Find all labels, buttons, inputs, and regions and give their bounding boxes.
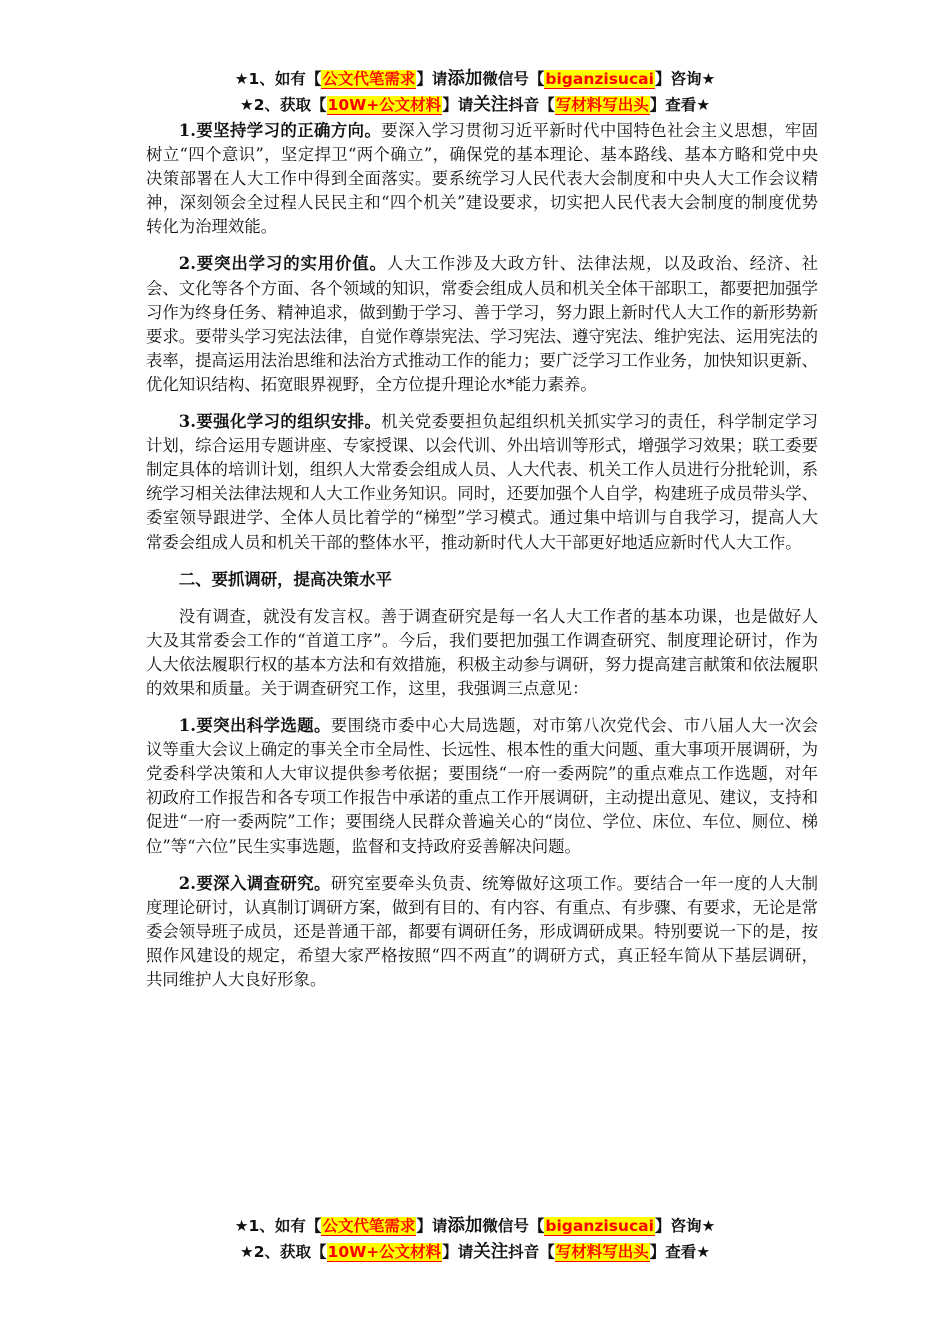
promo-highlight: 公文代笔需求 (322, 70, 416, 88)
promo-banner-bottom (0, 1213, 950, 1265)
promo-highlight-wechat-id: biganzisucai (545, 70, 654, 88)
promo-highlight: 公文代笔需求 (322, 1217, 416, 1235)
paragraph-lead: 1.要突出科学选题。 (178, 716, 331, 736)
paragraph (146, 714, 818, 859)
paragraph (146, 410, 818, 555)
paragraph-lead: 3.要强化学习的组织安排。 (178, 412, 382, 432)
paragraph (146, 119, 818, 239)
promo-text: 抖音【 (508, 1243, 555, 1261)
paragraph-lead: 2.要突出学习的实用价值。 (178, 254, 387, 274)
paragraph-lead: 2.要深入调查研究。 (178, 873, 331, 893)
promo-line-1 (0, 66, 950, 92)
paragraph (146, 252, 818, 397)
paragraph-text: 要围绕市委中心大局选题，对市第八次党代会、市八届人大一次会议等重大会议上确定的事关全市全局性、长远性、根本性的重大问题、重大事项开展调研，为党委科学决策和人大审议提供参考依据；要围绕“一府一委两院”的重点难点工作选题，对年初政府工作报告和各专项工作报告中承诺的重点工作开展调研，主动提出意见、建议，支持和促进“一府一委两院”工作；要围绕人民群众普遍关心的“岗位、学位、床位、车位、厕位、梯位”等“六位”民生实事选题，监督和支持政府妥善解决问题。 (146, 716, 819, 856)
promo-text: 微信号【 (482, 1217, 545, 1235)
paragraph-text: 研究室要牵头负责、统筹做好这项工作。要结合一年一度的人大制度理论研讨，认真制订调研方案，做到有目的、有内容、有重点、有步骤、有要求，无论是常委会领导班子成员，还是普通干部，都要有调研任务，形成调研成果。特别要说一下的是，按照作风建设的规定，希望大家严格按照“四不两直”的调研方式，真正轻车简从下基层调研，共同维护人大良好形象。 (146, 873, 819, 989)
paragraph-text: 人大工作涉及大政方针、法律法规，以及政治、经济、社会、文化等各个方面、各个领域的知识，常委会组成人员和机关全体干部职工，都要把加强学习作为终身任务、精神追求，做到勤于学习、善于学习，努力跟上新时代人大工作的新形势新要求。要带头学习宪法法律，自觉作尊崇宪法、学习宪法、遵守宪法、维护宪法、运用宪法的表率，提高运用法治思维和法治方式推动工作的能力；要广泛学习工作业务，加快知识更新、优化知识结构、拓宽眼界视野，全方位提升理论水*能力素养。 (146, 254, 819, 394)
promo-text: 】咨询★ (654, 70, 716, 88)
promo-text: 】请 (416, 70, 448, 88)
document-body (146, 119, 818, 1005)
promo-highlight: 10W+公文材料 (327, 1243, 442, 1261)
promo-text: ★1、如有【 (234, 70, 322, 88)
promo-banner-top (0, 66, 950, 118)
promo-text: 】请 (442, 1243, 474, 1261)
promo-text: 抖音【 (508, 96, 555, 114)
intro-paragraph: 没有调查，就没有发言权。善于调查研究是每一名人大工作者的基本功课，也是做好人大及其常委会工作的“首道工序”。今后，我们要把加强工作调查研究、制度理论研讨，作为人大依法履职行权的基本方法和有效措施，积极主动参与调研，努力提高建言献策和依法履职的效果和质量。关于调查研究工作，这里，我强调三点意见： (146, 606, 819, 698)
paragraph-text: 机关党委要担负起组织机关抓实学习的责任，科学制定学习计划，综合运用专题讲座、专家授课、以会代训、外出培训等形式，增强学习效果；联工委要制定具体的培训计划，组织人大常委会组成人员、人大代表、机关工作人员进行分批轮训，系统学习相关法律法规和人大工作业务知识。同时，还要加强个人自学，构建班子成员带头学、委室领导跟进学、全体人员比着学的“梯型”学习模式。通过集中培训与自我学习，提高人大常委会组成人员和机关干部的整体水平，推动新时代人大干部更好地适应新时代人大工作。 (146, 412, 819, 552)
promo-highlight: 10W+公文材料 (327, 96, 442, 114)
promo-highlight-douyin-id: 写材料写出头 (555, 96, 649, 114)
promo-text: 】咨询★ (654, 1217, 716, 1235)
promo-text: ★1、如有【 (234, 1217, 322, 1235)
promo-text: 】查看★ (649, 1243, 711, 1261)
promo-text: 】查看★ (649, 96, 711, 114)
paragraph (146, 872, 818, 992)
promo-highlight-douyin-id: 写材料写出头 (555, 1243, 649, 1261)
promo-emphasis: 添加 (447, 69, 483, 89)
promo-emphasis: 关注 (473, 1242, 509, 1262)
promo-line-2 (0, 1239, 950, 1265)
promo-text: ★2、获取【 (239, 96, 327, 114)
section-heading: 二、要抓调研，提高决策水平 (178, 569, 392, 589)
promo-line-2 (0, 92, 950, 118)
promo-highlight-wechat-id: biganzisucai (545, 1217, 654, 1235)
promo-text: 】请 (416, 1217, 448, 1235)
promo-text: ★2、获取【 (239, 1243, 327, 1261)
promo-emphasis: 关注 (473, 95, 509, 115)
paragraph-text: 要深入学习贯彻习近平新时代中国特色社会主义思想，牢固树立“四个意识”，坚定捍卫“两个确立”，确保党的基本理论、基本路线、基本方略和党中央决策部署在人大工作中得到全面落实。要系统学习人民代表大会制度和中央人大工作会议精神，深刻领会全过程人民民主和“四个机关”建设要求，切实把人民代表大会制度的制度优势转化为治理效能。 (146, 121, 818, 237)
promo-text: 微信号【 (482, 70, 545, 88)
promo-line-1 (0, 1213, 950, 1239)
promo-emphasis: 添加 (447, 1216, 483, 1236)
paragraph-lead: 1.要坚持学习的正确方向。 (178, 121, 382, 140)
promo-text: 】请 (442, 96, 474, 114)
